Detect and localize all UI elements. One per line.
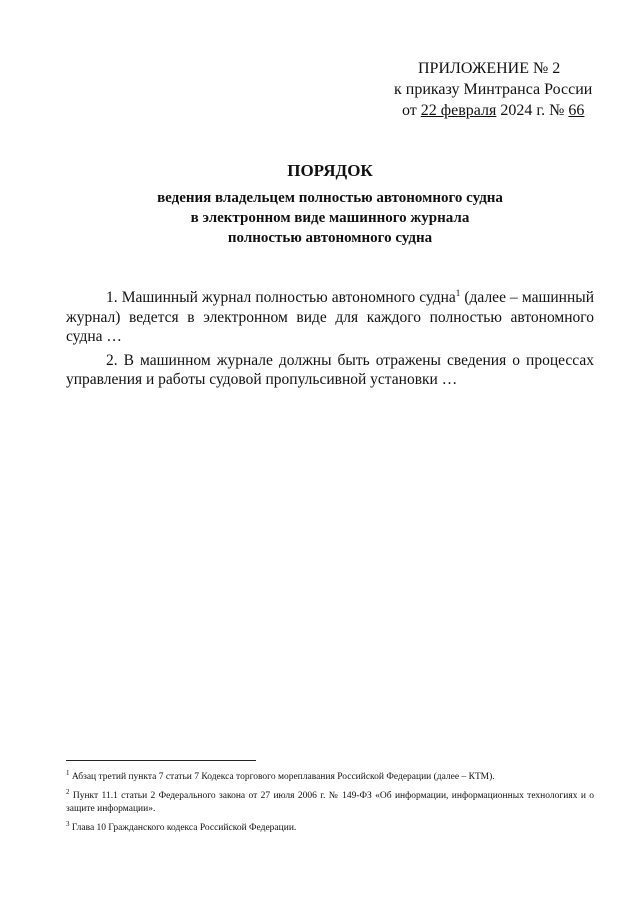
appendix-title: ПРИЛОЖЕНИЕ № 2 (418, 60, 561, 77)
appendix-order-ref: к приказу Минтранса России (394, 81, 593, 98)
footnote: $^2$ Пункт 11.1 статьи 2 Федерального закона от 27 июля 2006 г. № 149-ФЗ «Об информации, информационных технологиях и о защите информации». (66, 788, 594, 815)
appendix-date-mid: 2024 г. № (496, 102, 569, 119)
footnote: $^1$ Абзац третий пункта 7 статьи 7 Кодекса торгового мореплавания Российской Федерации (далее – КТМ). (66, 769, 495, 783)
appendix-date-line (380, 100, 610, 121)
paragraph: 1. Машинный журнал полностью автономного судна$^1$ (далее – машинный журнал) ведется в электронном виде для каждого полностью автономного судна … (66, 287, 594, 345)
document-body (66, 288, 594, 394)
title-main: ПОРЯДОК (287, 161, 373, 180)
appendix-number: 66 (568, 102, 585, 119)
footnote-divider (66, 760, 256, 761)
footnotes (66, 760, 594, 837)
document-title (66, 160, 594, 248)
title-subtitle-line-3: полностью автономного судна (227, 230, 433, 246)
title-subtitle-line-2: в электронном виде машинного журнала (190, 210, 470, 226)
paragraph: 2. В машинном журнале должны быть отражены сведения о процессах управления и работы судовой пропульсивной установки … (66, 351, 594, 388)
footnote: $^3$ Глава 10 Гражданского кодекса Российской Федерации. (66, 820, 297, 834)
appendix-date: 22 февраля (420, 102, 497, 119)
title-subtitle-line-1: ведения владельцем полностью автономного судна (157, 190, 503, 206)
appendix-date-prefix: от (402, 102, 421, 119)
footnote-ref: 1 (455, 287, 461, 298)
appendix-header (380, 58, 610, 121)
